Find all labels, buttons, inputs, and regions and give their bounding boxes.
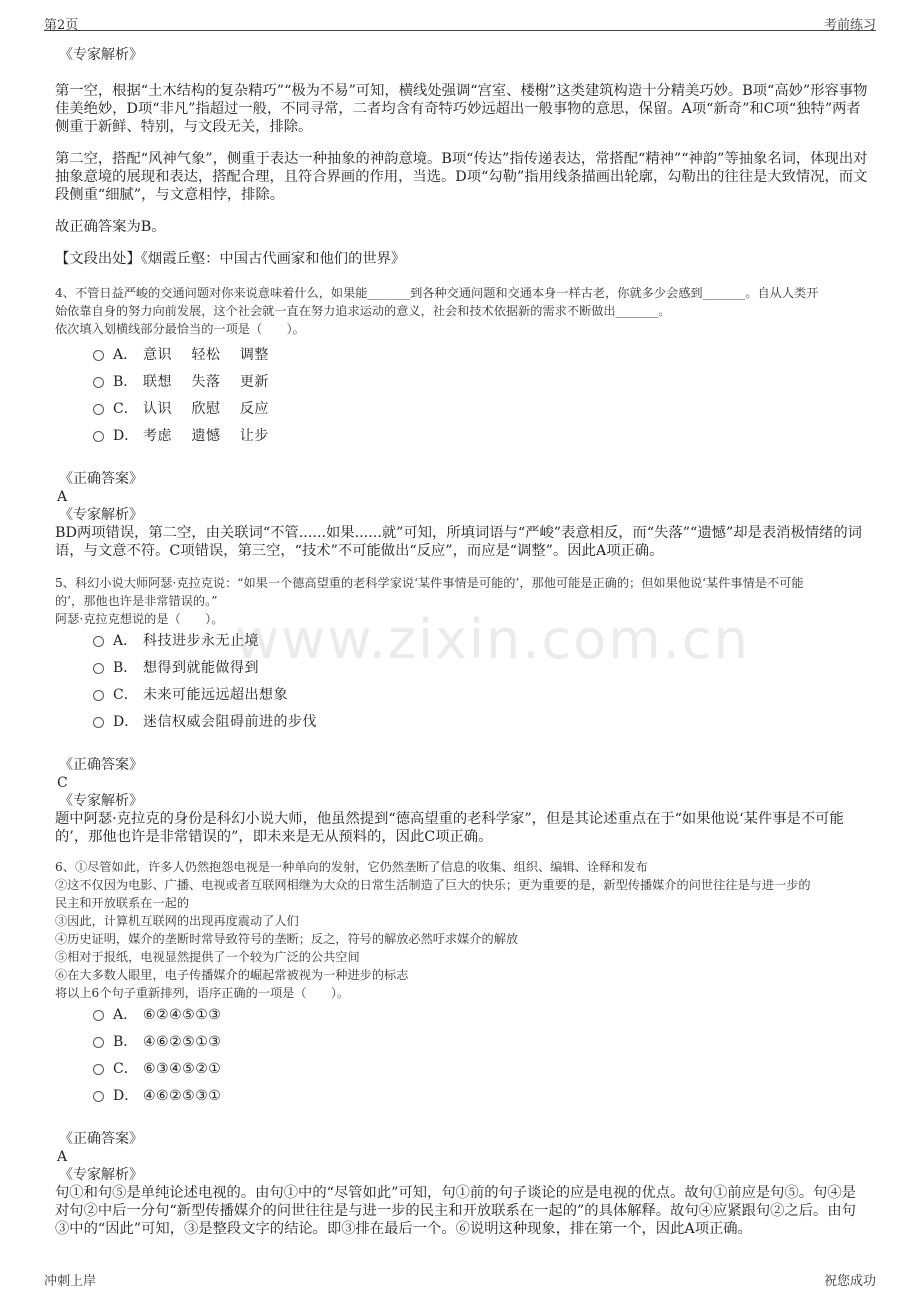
option-c[interactable]: C． 认识 欣慰 反应	[55, 396, 870, 423]
option-b[interactable]: B． 想得到就能做得到	[55, 655, 870, 682]
question-6	[55, 858, 870, 1238]
option-d[interactable]: D． ④⑥②⑤③①	[55, 1083, 870, 1110]
watermark: www.zixin.com.cn	[235, 608, 750, 671]
question-stem: 始依靠自身的努力向前发展，这个社会就一直在努力追求运动的意义，社会和技术依据新的需求不断做出_______。	[55, 304, 671, 318]
question-stem: 4、不管日益严峻的交通问题对你来说意味着什么，如果能_______到各种交通问题和交通本身一样古老，你就多少会感到_______。自从人类开	[55, 286, 819, 300]
question-stem: 阿瑟·克拉克想说的是（ ）。	[55, 612, 224, 626]
radio-icon[interactable]	[93, 663, 104, 674]
option-a[interactable]: A． ⑥②④⑤①③	[55, 1002, 870, 1029]
header-divider	[44, 30, 876, 31]
footer-left: 冲刺上岸	[44, 1274, 97, 1289]
analysis-label: 《专家解析》	[59, 793, 143, 809]
answer-value: C	[57, 775, 68, 791]
source-citation: 【文段出处】《烟霞丘壑：中国古代画家和他们的世界》	[55, 251, 406, 267]
radio-icon[interactable]	[93, 377, 104, 388]
analysis-paragraph: 第二空，搭配“风神气象”，侧重于表达一种抽象的神韵意境。B项“传达”指传递表达，常搭配“精神”“神韵”等抽象名词，体现出对抽象意境的展现和表达，搭配合理，且符合界画的作用，当选。D项“勾勒”指用线条描画出轮廓，勾勒出的往往是大致情况，而文段侧重“细腻”，与文意相悖，排除。	[55, 151, 868, 203]
question-stem: 的’，那他也许是非常错误的。”	[55, 594, 218, 608]
option-a[interactable]: A． 科技进步永无止境	[55, 628, 870, 655]
question-stem: ⑤相对于报纸，电视显然提供了一个较为广泛的公共空间	[55, 950, 360, 964]
analysis-text: 句①和句⑤是单纯论述电视的。由句①中的“尽管如此”可知，句①前的句子谈论的应是电视的优点。故句①前应是句⑤。句④是对句②中后一分句“新型传播媒介的问世往往是与进一步的民主和开放联系在一起的”的具体解释。故句④应紧跟句②之后。由句③中的“因此”可知，③是整段文字的结论。即③排在最后一个。⑥说明这种现象，排在第一个，因此A项正确。	[55, 1185, 856, 1237]
answer-value: A	[57, 489, 68, 505]
page-content	[55, 40, 870, 1238]
answer-value: A	[57, 1149, 68, 1165]
radio-icon[interactable]	[93, 1064, 104, 1075]
option-d[interactable]: D． 考虑 遗憾 让步	[55, 423, 870, 450]
analysis-text: BD两项错误，第二空，由关联词“不管......如果......就”可知，所填词语与“严峻”表意相反，而“失落”“遗憾”却是表消极情绪的词语，与文意不符。C项错误，第三空，“技术”不可能做出“反应”，而应是“调整”。因此A项正确。	[55, 525, 862, 559]
header-title: 考前练习	[823, 18, 876, 33]
option-b[interactable]: B． 联想 失落 更新	[55, 369, 870, 396]
radio-icon[interactable]	[93, 1037, 104, 1048]
option-c[interactable]: C． 未来可能远远超出想象	[55, 682, 870, 709]
option-d[interactable]: D． 迷信权威会阻碍前进的步伐	[55, 709, 870, 736]
question-stem: 依次填入划横线部分最恰当的一项是（ ）。	[55, 322, 305, 336]
answer-label: 《正确答案》	[59, 1131, 143, 1147]
question-stem: ⑥在大多数人眼里，电子传播媒介的崛起常被视为一种进步的标志	[55, 968, 409, 982]
conclusion: 故正确答案为B。	[55, 219, 166, 235]
option-a[interactable]: A． 意识 轻松 调整	[55, 342, 870, 369]
analysis-label: 《专家解析》	[59, 1167, 143, 1183]
page-footer	[44, 1270, 876, 1288]
radio-icon[interactable]	[93, 717, 104, 728]
analysis-text: 题中阿瑟·克拉克的身份是科幻小说大师，他虽然提到“德高望重的老科学家”，但是其论述重点在于“如果他说‘某件事是不可能的’，那他也许是非常错误的”，即未来是无从预料的，因此C项正确。	[55, 811, 844, 845]
radio-icon[interactable]	[93, 636, 104, 647]
question-stem: 将以上6个句子重新排列，语序正确的一项是（ ）。	[55, 986, 350, 1000]
radio-icon[interactable]	[93, 1091, 104, 1102]
radio-icon[interactable]	[93, 1010, 104, 1021]
question-stem: 民主和开放联系在一起的	[55, 896, 190, 910]
answer-label: 《正确答案》	[59, 471, 143, 487]
radio-icon[interactable]	[93, 690, 104, 701]
question-stem: ③因此，计算机互联网的出现再度震动了人们	[55, 914, 299, 928]
analysis-paragraph: 第一空，根据“土木结构的复杂精巧”“极为不易”可知，横线处强调“宫室、楼榭”这类建筑构造十分精美巧妙。B项“高妙”形容事物佳美绝妙，D项“非凡”指超过一般，不同寻常，二者均含有奇特巧妙远超出一般事物的意思，保留。A项“新奇”和C项“独特”两者侧重于新鲜、特别，与文段无关，排除。	[55, 83, 868, 135]
option-c[interactable]: C． ⑥③④⑤②①	[55, 1056, 870, 1083]
question-4	[55, 284, 870, 560]
answer-label: 《正确答案》	[59, 757, 143, 773]
footer-right: 祝您成功	[823, 1274, 876, 1289]
analysis-label: 《专家解析》	[59, 507, 143, 523]
question-stem: 6、①尽管如此，许多人仍然抱怨电视是一种单向的发射，它仍然垄断了信息的收集、组织、编辑、诠释和发布	[55, 860, 648, 874]
question-stem: ④历史证明，媒介的垄断时常导致符号的垄断；反之，符号的解放必然吁求媒介的解放	[55, 932, 519, 946]
question-stem: ②这不仅因为电影、广播、电视或者互联网相继为大众的日常生活制造了巨大的快乐；更为重要的是，新型传播媒介的问世往往是与进一步的	[55, 878, 811, 892]
radio-icon[interactable]	[93, 350, 104, 361]
page-header	[44, 10, 876, 32]
analysis-label: 《专家解析》	[59, 47, 143, 63]
page-number: 第2页	[44, 18, 79, 33]
radio-icon[interactable]	[93, 404, 104, 415]
radio-icon[interactable]	[93, 431, 104, 442]
question-5	[55, 574, 870, 846]
option-b[interactable]: B． ④⑥②⑤①③	[55, 1029, 870, 1056]
question-stem: 5、科幻小说大师阿瑟·克拉克说：“如果一个德高望重的老科学家说‘某件事情是可能的’，那他可能是正确的；但如果他说‘某件事情是不可能	[55, 576, 804, 590]
